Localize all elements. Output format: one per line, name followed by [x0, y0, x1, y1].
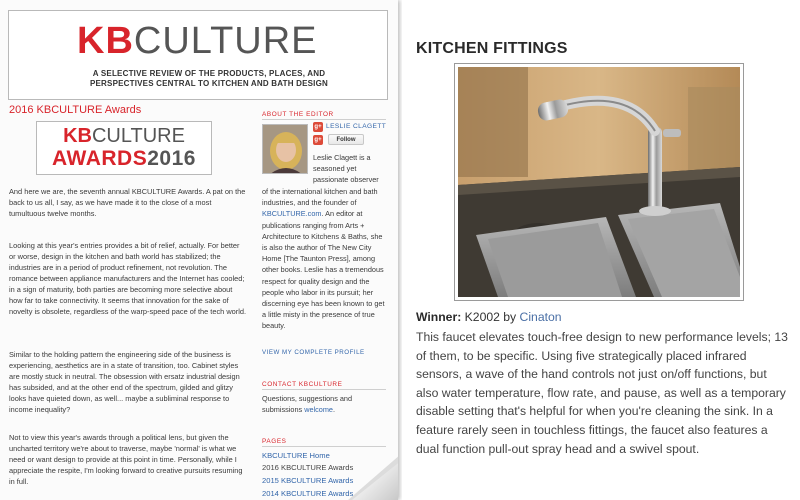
site-tagline: A SELECTIVE REVIEW OF THE PRODUCTS, PLACES, AND PERSPECTIVES CENTRAL TO KITCHEN AND BATH DESIGN [89, 69, 328, 88]
gplus-icon[interactable]: g+ [314, 124, 322, 130]
page-link-2016-current: 2016 KBCULTURE Awards [262, 463, 354, 472]
product-photo [454, 63, 744, 301]
about-editor-heading: ABOUT THE EDITOR [262, 111, 334, 118]
post-paragraph: And here we are, the seventh annual KBCULTURE Awards. A pat on the back to us all, I say, as we have made it to the close of a most tumultuous twelve months. [9, 187, 246, 218]
editor-avatar [262, 124, 308, 174]
winner-line: Winner: K2002 by Cinaton [416, 310, 562, 324]
blog-page [0, 0, 398, 500]
page-link-2015[interactable]: 2015 KBCULTURE Awards [262, 476, 354, 485]
follow-button[interactable]: Follow [328, 134, 364, 145]
faucet-photo-illustration [458, 67, 740, 297]
brand-link[interactable]: Cinaton [519, 310, 562, 324]
page-link-2014[interactable]: 2014 KBCULTURE Awards [262, 489, 354, 498]
page-link-home[interactable]: KBCULTURE Home [262, 451, 330, 460]
site-logo[interactable]: KBCULTURE [77, 20, 318, 62]
pages-heading: PAGES [262, 438, 287, 445]
award-entry-page [402, 0, 800, 500]
awards-banner: KBCULTURE AWARDS2016 [36, 121, 212, 175]
contact-welcome-link[interactable]: welcome [304, 405, 333, 415]
category-title: KITCHEN FITTINGS [416, 40, 568, 57]
kbculture-link[interactable]: KBCULTURE.com [262, 209, 322, 219]
divider [262, 446, 386, 447]
product-description: This faucet elevates touch-free design to new performance levels; 13 of them, to be specific. Using five strategically placed infrared sensors, a wave of the hand controls not just on/off functions, but also water temperature, flow rate, and pause, as well as a temporary disable setting that's helpful for when you're cleaning the sink. In a feature rarely seen in touchless fittings, the faucet also features a dual function pull-out spray head and a swivel spout. [416, 330, 788, 456]
gplus-follow-icon: g+ [314, 137, 322, 143]
divider [262, 389, 386, 390]
post-paragraph: Not to view this year's awards through a political lens, but given the uncharted territory we're about to traverse, maybe 'normal' is what we need or want design to provide at this point in time. Personally, while I appreciate the respite, I'm looking forward to creative pursuits resuming in full. [9, 433, 243, 486]
blog-header [8, 10, 388, 100]
post-paragraph: Similar to the holding pattern the engineering side of the business is experiencing, aesthetics are in a state of transition, too. Cabinet styles are mostly stuck in neutral. The obsession with ersatz industrial design has subsided, and at the other end of the spectrum, gilded and glitzy looks have quieted down, as well... maybe a subliminal response to income inequality? [9, 350, 240, 414]
editor-bio-intro: Leslie Clagett is a seasoned yet passionate observer [313, 153, 379, 185]
view-profile-link[interactable]: VIEW MY COMPLETE PROFILE [262, 349, 365, 356]
editor-bio: of the international kitchen and bath industries, and the founder of KBCULTURE.com. An editor at publications ranging from Arts + Architecture to Kitchens & Baths, she is also the author of The New City Home [The Taunton Press], among other books. Leslie has a tremendous respect for quality design and the people who labor in its pursuit; her discerning eye has been known to get a little misty in the presence of true beauty. [262, 187, 385, 331]
product-model: K2002 by [464, 310, 517, 324]
post-paragraph: Looking at this year's entries provides a bit of relief, actually. For better or worse, design in the kitchen and bath world has stabilized; the industries are in a period of product refinement, not revolution. The romance between appliance manufacturers and the Internet has cooled; in a sign of maturity, both parties are becoming more selective about how far to take connectivity. It seems that innovation for the sake of novelty is obsolete, regardless of the warp-speed pace of the tech world. [9, 241, 247, 316]
contact-text: Questions, suggestions and submissions welcome. [262, 394, 353, 415]
post-title[interactable]: 2016 KBCULTURE Awards [9, 104, 142, 116]
contact-heading: CONTACT KBCULTURE [262, 381, 343, 388]
divider [262, 119, 386, 120]
editor-name-link[interactable]: LESLIE CLAGETT [326, 123, 387, 130]
